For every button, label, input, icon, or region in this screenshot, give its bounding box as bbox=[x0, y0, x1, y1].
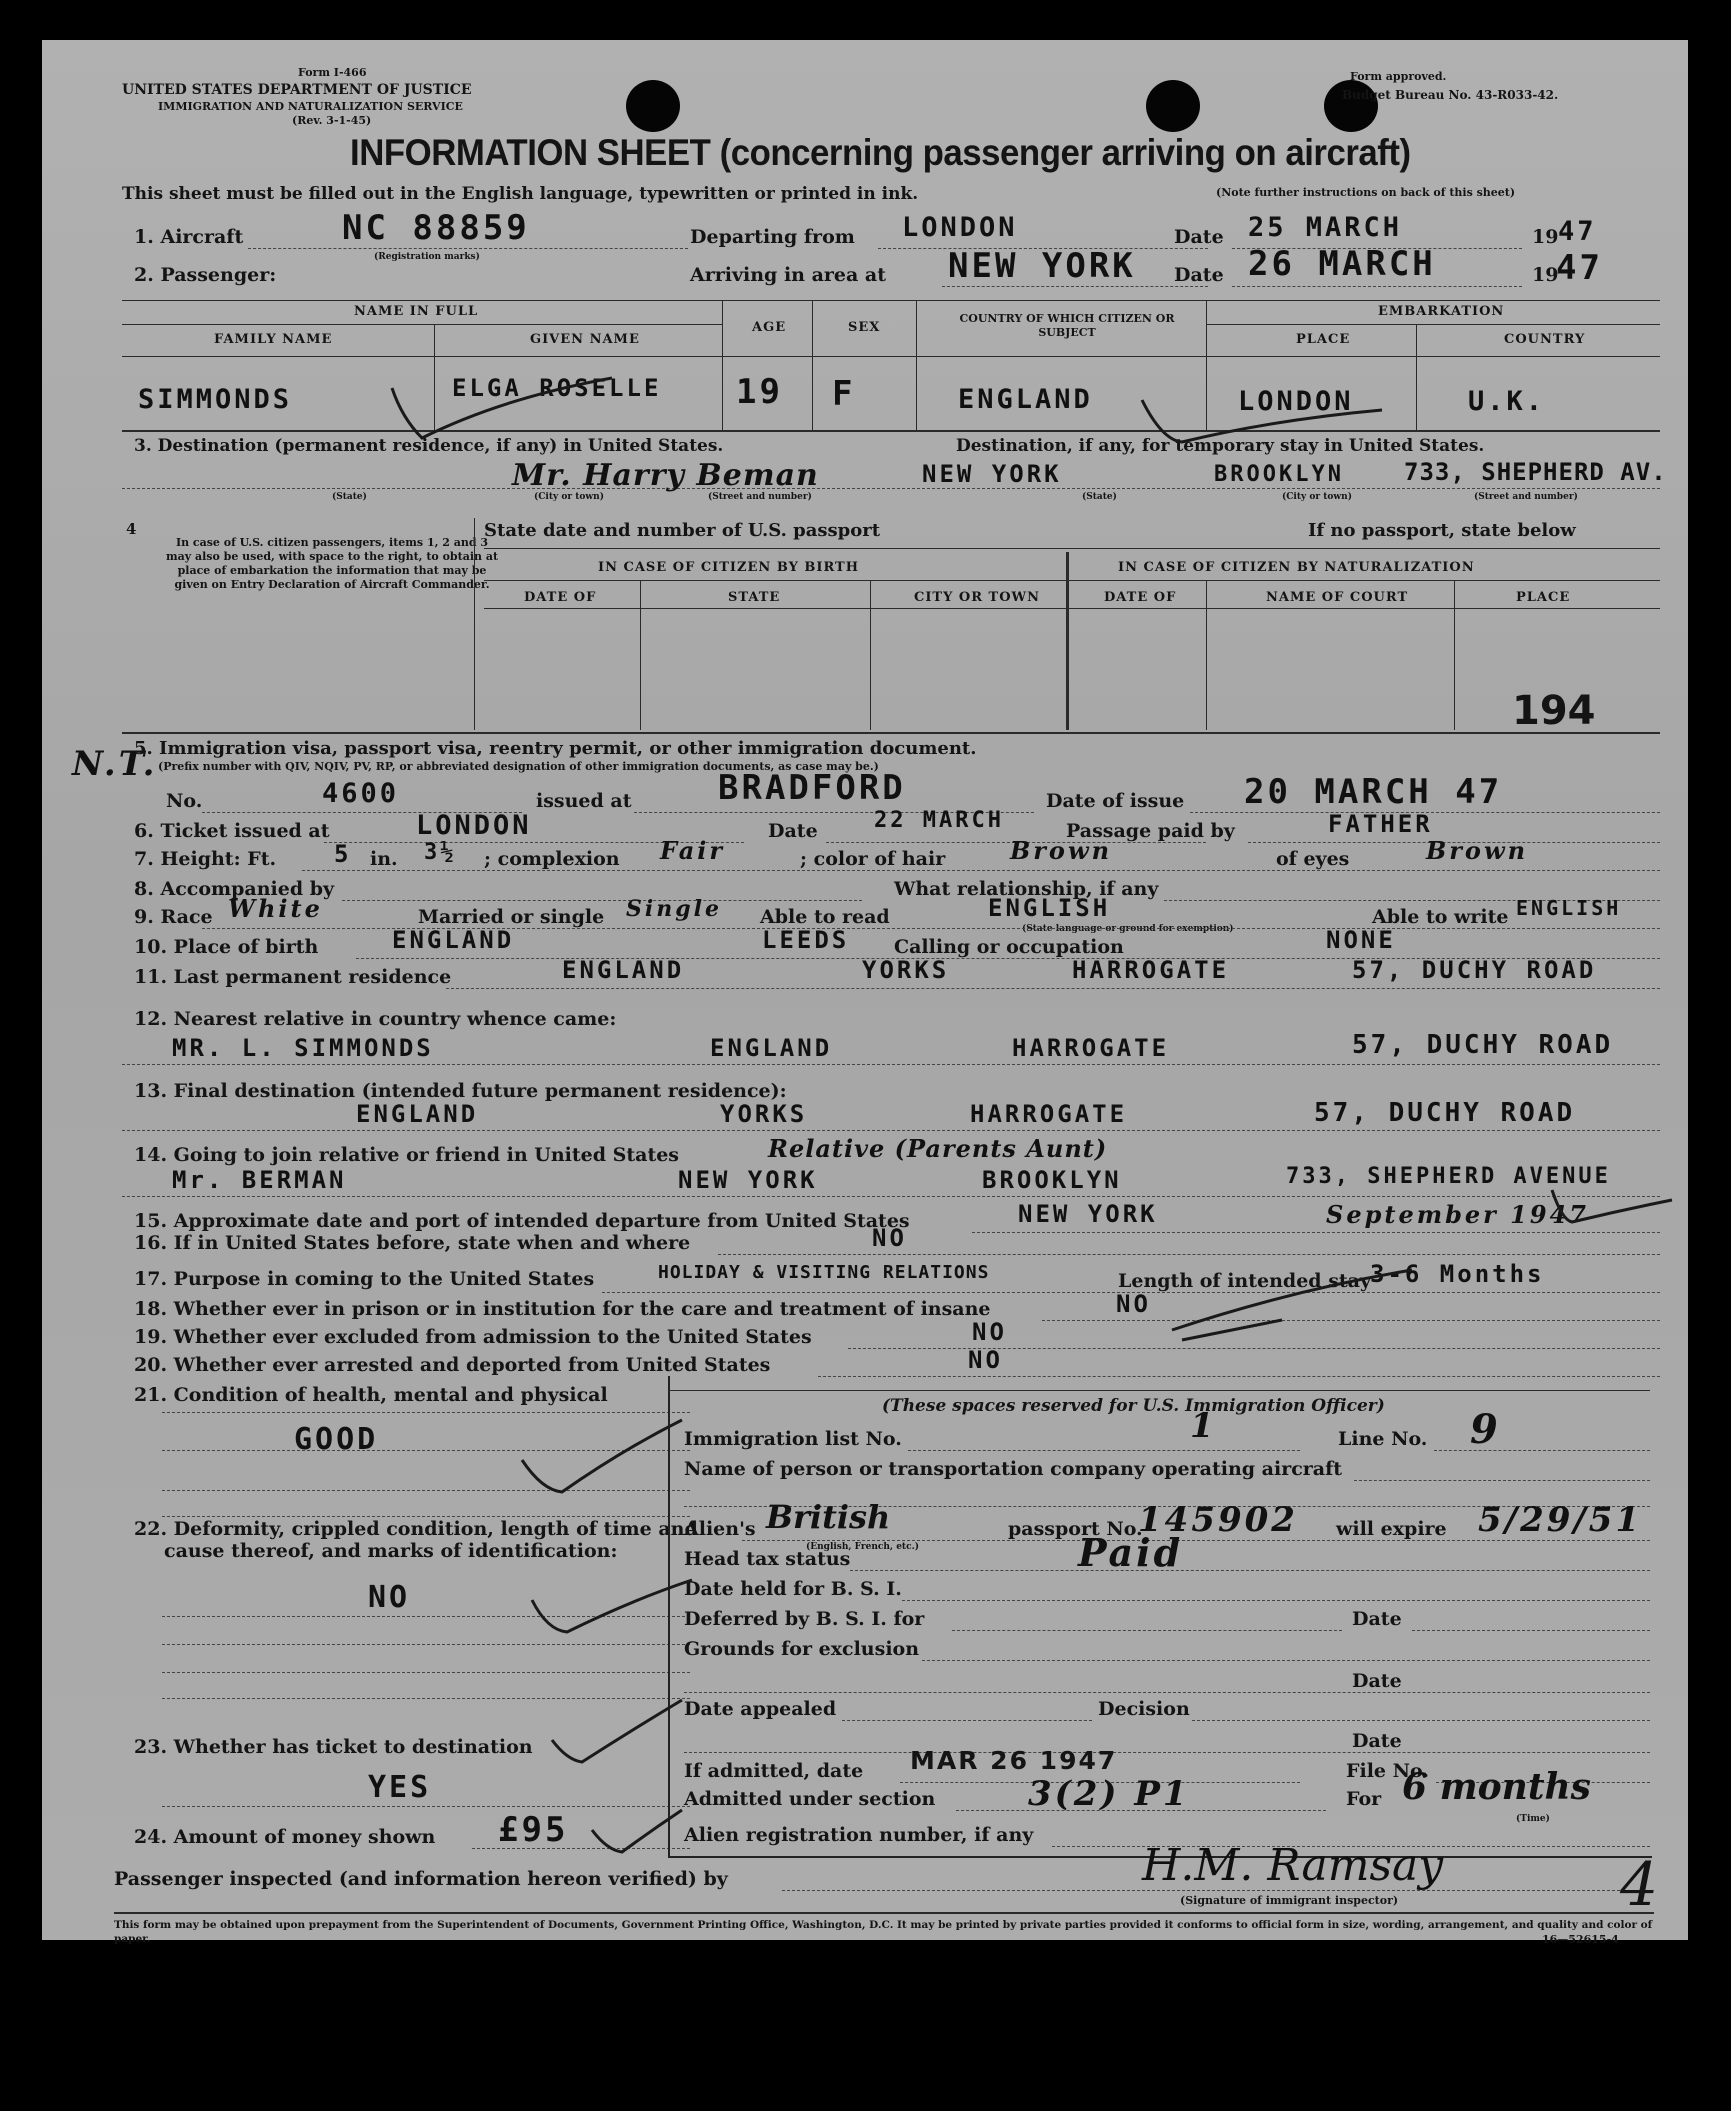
visa-sub: (Prefix number with QIV, NQIV, PV, RP, or abbreviated designation of other immigration documents, as case may be.) bbox=[158, 760, 879, 773]
depart-date-label: Date bbox=[1174, 226, 1224, 248]
arrive-date-label: Date bbox=[1174, 264, 1224, 286]
visa-no-label: No. bbox=[166, 790, 203, 812]
before-value: NO bbox=[872, 1224, 907, 1252]
family-name-value: SIMMONDS bbox=[138, 384, 293, 415]
registration-label: Alien registration number, if any bbox=[684, 1824, 1034, 1846]
final-state-value: YORKS bbox=[720, 1100, 808, 1128]
aircraft-value: NC 88859 bbox=[342, 208, 530, 248]
department-line: UNITED STATES DEPARTMENT OF JUSTICE bbox=[122, 82, 472, 98]
visa-issued-label: issued at bbox=[536, 790, 632, 812]
court-header: NAME OF COURT bbox=[1266, 590, 1409, 605]
checkmark-icon bbox=[1542, 1180, 1682, 1230]
ticket-destination-label: 23. Whether has ticket to destination bbox=[134, 1736, 533, 1758]
height-ft-value: 5 bbox=[334, 840, 352, 868]
sub-city: (City or town) bbox=[534, 492, 604, 502]
health-value: GOOD bbox=[294, 1422, 379, 1457]
sub-state: (State) bbox=[1082, 492, 1117, 502]
expire-value: 5/29/51 bbox=[1478, 1500, 1643, 1540]
alien-sub: (English, French, etc.) bbox=[806, 1542, 919, 1552]
embarkation-header: EMBARKATION bbox=[1378, 304, 1505, 319]
punch-hole bbox=[626, 80, 680, 132]
destination-street: 733, SHEPHERD AV. bbox=[1404, 458, 1667, 486]
year-prefix: 19 bbox=[1532, 264, 1559, 286]
sub-street: (Street and number) bbox=[708, 492, 812, 502]
date-of-nat-header: DATE OF bbox=[1104, 590, 1177, 605]
complexion-value: Fair bbox=[660, 836, 726, 865]
paid-value: FATHER bbox=[1328, 810, 1433, 838]
date-of-header: DATE OF bbox=[524, 590, 597, 605]
join-state-value: NEW YORK bbox=[678, 1166, 818, 1194]
purpose-value: HOLIDAY & VISITING RELATIONS bbox=[658, 1262, 990, 1283]
inspected-label: Passenger inspected (and information hereon verified) by bbox=[114, 1868, 728, 1890]
ticket-label: 6. Ticket issued at bbox=[134, 820, 330, 842]
destination-name: Mr. Harry Beman bbox=[512, 458, 819, 493]
married-value: Single bbox=[626, 896, 722, 922]
citizen-note: In case of U.S. citizen passengers, items 1, 2 and 3 may also be used, with space to the right, to obtain at place of embarkation the information that may be given on Entry Declaration of Aircraft Commander. bbox=[165, 536, 499, 591]
checkmark-icon bbox=[382, 358, 622, 448]
city-header: CITY OR TOWN bbox=[914, 590, 1041, 605]
height-in-label: in. bbox=[370, 848, 398, 870]
grounds-date-label: Date bbox=[1352, 1670, 1402, 1692]
aircraft-sub: (Registration marks) bbox=[374, 252, 480, 262]
inspector-signature: H.M. Ramsay bbox=[1142, 1840, 1444, 1891]
appealed-label: Date appealed bbox=[684, 1698, 837, 1720]
departure-date-value: September 1947 bbox=[1326, 1200, 1589, 1229]
join-city-value: BROOKLYN bbox=[982, 1166, 1122, 1194]
deformity-value: NO bbox=[368, 1580, 411, 1615]
expire-label: will expire bbox=[1336, 1518, 1447, 1540]
sub-city: (City or town) bbox=[1282, 492, 1352, 502]
for-sub: (Time) bbox=[1516, 1814, 1550, 1824]
purpose-label: 17. Purpose in coming to the United States bbox=[134, 1268, 595, 1290]
admitted-date-stamp: MAR 26 1947 bbox=[910, 1746, 1118, 1775]
signature-sub: (Signature of immigrant inspector) bbox=[1180, 1894, 1399, 1907]
last-residence-label: 11. Last permanent residence bbox=[134, 966, 452, 988]
paid-label: Passage paid by bbox=[1066, 820, 1235, 842]
hair-label: ; color of hair bbox=[800, 848, 946, 870]
prison-value: NO bbox=[1116, 1290, 1151, 1318]
married-label: Married or single bbox=[418, 906, 605, 928]
race-label: 9. Race bbox=[134, 906, 213, 928]
name-in-full-header: NAME IN FULL bbox=[354, 304, 479, 319]
aircraft-label: 1. Aircraft bbox=[134, 226, 244, 248]
nearest-city-value: HARROGATE bbox=[1012, 1034, 1170, 1062]
revision: (Rev. 3-1-45) bbox=[292, 114, 372, 127]
language-instruction: This sheet must be filled out in the English language, typewritten or printed in ink. bbox=[122, 184, 919, 204]
checkmark-icon bbox=[582, 1800, 692, 1860]
bsi-label: Date held for B. S. I. bbox=[684, 1578, 902, 1600]
list-value: 1 bbox=[1190, 1406, 1217, 1446]
punch-hole bbox=[1146, 80, 1200, 132]
age-value: 19 bbox=[736, 372, 783, 412]
decision-label: Decision bbox=[1098, 1698, 1190, 1720]
write-label: Able to write bbox=[1372, 906, 1509, 928]
money-value: £95 bbox=[498, 1810, 569, 1850]
citizen-country-value: ENGLAND bbox=[958, 384, 1093, 415]
visa-issued-value: BRADFORD bbox=[718, 768, 906, 808]
money-label: 24. Amount of money shown bbox=[134, 1826, 436, 1848]
arriving-label: Arriving in area at bbox=[690, 264, 887, 286]
page-number: 4 bbox=[1620, 1850, 1659, 1920]
sub-street: (Street and number) bbox=[1474, 492, 1578, 502]
ticket-date-value: 22 MARCH bbox=[874, 808, 1004, 833]
birth-country-value: ENGLAND bbox=[392, 926, 515, 954]
nearest-street-value: 57, DUCHY ROAD bbox=[1352, 1030, 1614, 1060]
officer-box-title: (These spaces reserved for U.S. Immigration Officer) bbox=[882, 1396, 1385, 1416]
head-tax-label: Head tax status bbox=[684, 1548, 851, 1570]
checkmark-icon bbox=[522, 1570, 702, 1640]
ticket-value: LONDON bbox=[416, 810, 532, 841]
line-value: 9 bbox=[1470, 1406, 1501, 1453]
deferred-label: Deferred by B. S. I. for bbox=[684, 1608, 925, 1630]
file-no-label: File No. bbox=[1346, 1760, 1429, 1782]
join-relationship-value: Relative (Parents Aunt) bbox=[768, 1134, 1108, 1163]
last-street-value: 57, DUCHY ROAD bbox=[1352, 956, 1597, 984]
arriving-value: NEW YORK bbox=[948, 246, 1136, 286]
last-city-value: HARROGATE bbox=[1072, 956, 1230, 984]
checkmark-icon bbox=[542, 1690, 692, 1770]
destination-city: BROOKLYN bbox=[1214, 462, 1344, 487]
visa-date-label: Date of issue bbox=[1046, 790, 1185, 812]
year-prefix: 19 bbox=[1532, 226, 1559, 248]
passport-no-value: 145902 bbox=[1138, 1500, 1298, 1540]
nearest-name-value: MR. L. SIMMONDS bbox=[172, 1034, 434, 1062]
form-title: INFORMATION SHEET (concerning passenger arriving on aircraft) bbox=[350, 132, 1411, 173]
section-value: 3(2) P1 bbox=[1028, 1774, 1190, 1814]
head-tax-value: Paid bbox=[1078, 1530, 1184, 1575]
arrested-label: 20. Whether ever arrested and deported from United States bbox=[134, 1354, 771, 1376]
prison-label: 18. Whether ever in prison or in institution for the care and treatment of insane bbox=[134, 1298, 991, 1320]
passport-no-label: passport No. bbox=[1008, 1518, 1143, 1540]
final-city-value: HARROGATE bbox=[970, 1100, 1128, 1128]
join-name-value: Mr. BERMAN bbox=[172, 1166, 347, 1194]
stamp-194: 194 bbox=[1512, 688, 1596, 734]
footer-text: This form may be obtained upon prepayment from the Superintendent of Documents, Government Printing Office, Washington, D.C. It may be printed by private parties provided it conforms to official form in size, wording, arrangement, and quality and color of paper. bbox=[114, 1919, 1653, 1945]
arrive-year: 47 bbox=[1556, 248, 1603, 288]
age-header: AGE bbox=[752, 320, 787, 335]
join-label: 14. Going to join relative or friend in United States bbox=[134, 1144, 680, 1166]
place-nat-header: PLACE bbox=[1516, 590, 1571, 605]
nearest-label: 12. Nearest relative in country whence came: bbox=[134, 1008, 617, 1030]
passport-label: State date and number of U.S. passport bbox=[484, 520, 881, 541]
destination-state: NEW YORK bbox=[922, 460, 1062, 488]
write-value: ENGLISH bbox=[1516, 896, 1622, 920]
place-header: PLACE bbox=[1296, 332, 1351, 347]
admitted-label: If admitted, date bbox=[684, 1760, 864, 1782]
no-passport-label: If no passport, state below bbox=[1308, 520, 1576, 541]
embark-place-value: LONDON bbox=[1238, 386, 1354, 417]
embark-country-value: U.K. bbox=[1468, 386, 1546, 417]
read-value: ENGLISH bbox=[988, 894, 1111, 922]
last-country-value: ENGLAND bbox=[562, 956, 685, 984]
operator-label: Name of person or transportation company operating aircraft bbox=[684, 1458, 1343, 1480]
decision-date-label: Date bbox=[1352, 1730, 1402, 1752]
for-label: For bbox=[1346, 1788, 1382, 1810]
ticket-date-label: Date bbox=[768, 820, 818, 842]
stay-value: 3-6 Months bbox=[1370, 1260, 1545, 1288]
grounds-label: Grounds for exclusion bbox=[684, 1638, 920, 1660]
passenger-label: 2. Passenger: bbox=[134, 264, 277, 286]
line-label: Line No. bbox=[1338, 1428, 1428, 1450]
final-label: 13. Final destination (intended future permanent residence): bbox=[134, 1080, 787, 1102]
nearest-country-value: ENGLAND bbox=[710, 1034, 833, 1062]
sex-header: SEX bbox=[848, 320, 881, 335]
deferred-date-label: Date bbox=[1352, 1608, 1402, 1630]
join-street-value: 733, SHEPHERD AVENUE bbox=[1286, 1164, 1611, 1189]
visa-no-value: 4600 bbox=[322, 778, 400, 809]
item-4-number: 4 bbox=[126, 520, 137, 538]
calling-label: Calling or occupation bbox=[894, 936, 1124, 958]
checkmark-icon bbox=[1132, 390, 1392, 450]
height-label: 7. Height: Ft. bbox=[134, 848, 277, 870]
health-label: 21. Condition of health, mental and physical bbox=[134, 1384, 608, 1406]
eyes-value: Brown bbox=[1426, 836, 1529, 865]
form-number: Form I-466 bbox=[298, 66, 367, 79]
stay-label: Length of intended stay bbox=[1118, 1270, 1372, 1292]
footer-code: 16—52615-4 bbox=[1542, 1933, 1619, 1946]
ticket-destination-value: YES bbox=[368, 1770, 432, 1805]
alien-value: British bbox=[766, 1498, 891, 1536]
service-line: IMMIGRATION AND NATURALIZATION SERVICE bbox=[158, 100, 463, 113]
birth-label: 10. Place of birth bbox=[134, 936, 319, 958]
height-in-value: 3½ bbox=[424, 840, 457, 865]
information-sheet bbox=[42, 40, 1688, 1946]
budget-bureau: Budget Bureau No. 43-R033-42. bbox=[1342, 88, 1559, 102]
temp-destination-label: Destination, if any, for temporary stay in United States. bbox=[956, 436, 1485, 456]
deformity-label: 22. Deformity, crippled condition, length of time and cause thereof, and marks of identification: bbox=[134, 1518, 698, 1562]
final-street-value: 57, DUCHY ROAD bbox=[1314, 1098, 1576, 1128]
visa-margin-mark: N.T. bbox=[72, 744, 158, 784]
family-name-header: FAMILY NAME bbox=[214, 332, 333, 347]
by-birth-header: IN CASE OF CITIZEN BY BIRTH bbox=[598, 560, 859, 575]
visa-label: 5. Immigration visa, passport visa, reentry permit, or other immigration document. bbox=[134, 738, 977, 759]
form-approved: Form approved. bbox=[1350, 70, 1447, 83]
arrive-date-value: 26 MARCH bbox=[1248, 244, 1436, 284]
departure-label: 15. Approximate date and port of intended departure from United States bbox=[134, 1210, 910, 1232]
excluded-label: 19. Whether ever excluded from admission to the United States bbox=[134, 1326, 812, 1348]
state-header: STATE bbox=[728, 590, 781, 605]
back-note: (Note further instructions on back of this sheet) bbox=[1216, 186, 1516, 199]
alien-label: Alien's bbox=[684, 1518, 756, 1540]
given-name-value: ELGA ROSELLE bbox=[452, 374, 662, 402]
country-col-header: COUNTRY bbox=[1504, 332, 1586, 347]
departure-port-value: NEW YORK bbox=[1018, 1200, 1158, 1228]
final-country-value: ENGLAND bbox=[356, 1100, 479, 1128]
calling-value: NONE bbox=[1326, 926, 1396, 954]
section-label: Admitted under section bbox=[684, 1788, 936, 1810]
depart-year: 47 bbox=[1558, 216, 1597, 247]
arrested-value: NO bbox=[968, 1346, 1003, 1374]
country-header: COUNTRY OF WHICH CITIZEN OR SUBJECT bbox=[959, 312, 1175, 339]
read-label: Able to read bbox=[760, 906, 890, 928]
read-sub: (State language or ground for exemption) bbox=[1022, 924, 1234, 934]
eyes-label: of eyes bbox=[1276, 848, 1350, 870]
birth-city-value: LEEDS bbox=[762, 926, 850, 954]
excluded-value: NO bbox=[972, 1318, 1007, 1346]
destination-label: 3. Destination (permanent residence, if any) in United States. bbox=[134, 436, 724, 456]
sub-state: (State) bbox=[332, 492, 367, 502]
given-name-header: GIVEN NAME bbox=[530, 332, 640, 347]
visa-date-value: 20 MARCH 47 bbox=[1244, 772, 1503, 812]
accompanied-label: 8. Accompanied by bbox=[134, 878, 335, 900]
for-value: 6 months bbox=[1402, 1766, 1591, 1808]
departing-label: Departing from bbox=[690, 226, 855, 248]
complexion-label: ; complexion bbox=[484, 848, 620, 870]
by-naturalization-header: IN CASE OF CITIZEN BY NATURALIZATION bbox=[1118, 560, 1475, 575]
depart-date-value: 25 MARCH bbox=[1248, 212, 1403, 243]
relationship-label: What relationship, if any bbox=[894, 878, 1159, 900]
hair-value: Brown bbox=[1010, 836, 1113, 865]
sex-value: F bbox=[832, 374, 856, 414]
checkmark-icon bbox=[512, 1410, 692, 1500]
before-label: 16. If in United States before, state when and where bbox=[134, 1232, 691, 1254]
departing-value: LONDON bbox=[902, 212, 1018, 243]
list-label: Immigration list No. bbox=[684, 1428, 902, 1450]
checkmark-icon bbox=[1162, 1260, 1422, 1360]
last-state-value: YORKS bbox=[862, 956, 950, 984]
race-value: White bbox=[228, 894, 323, 923]
